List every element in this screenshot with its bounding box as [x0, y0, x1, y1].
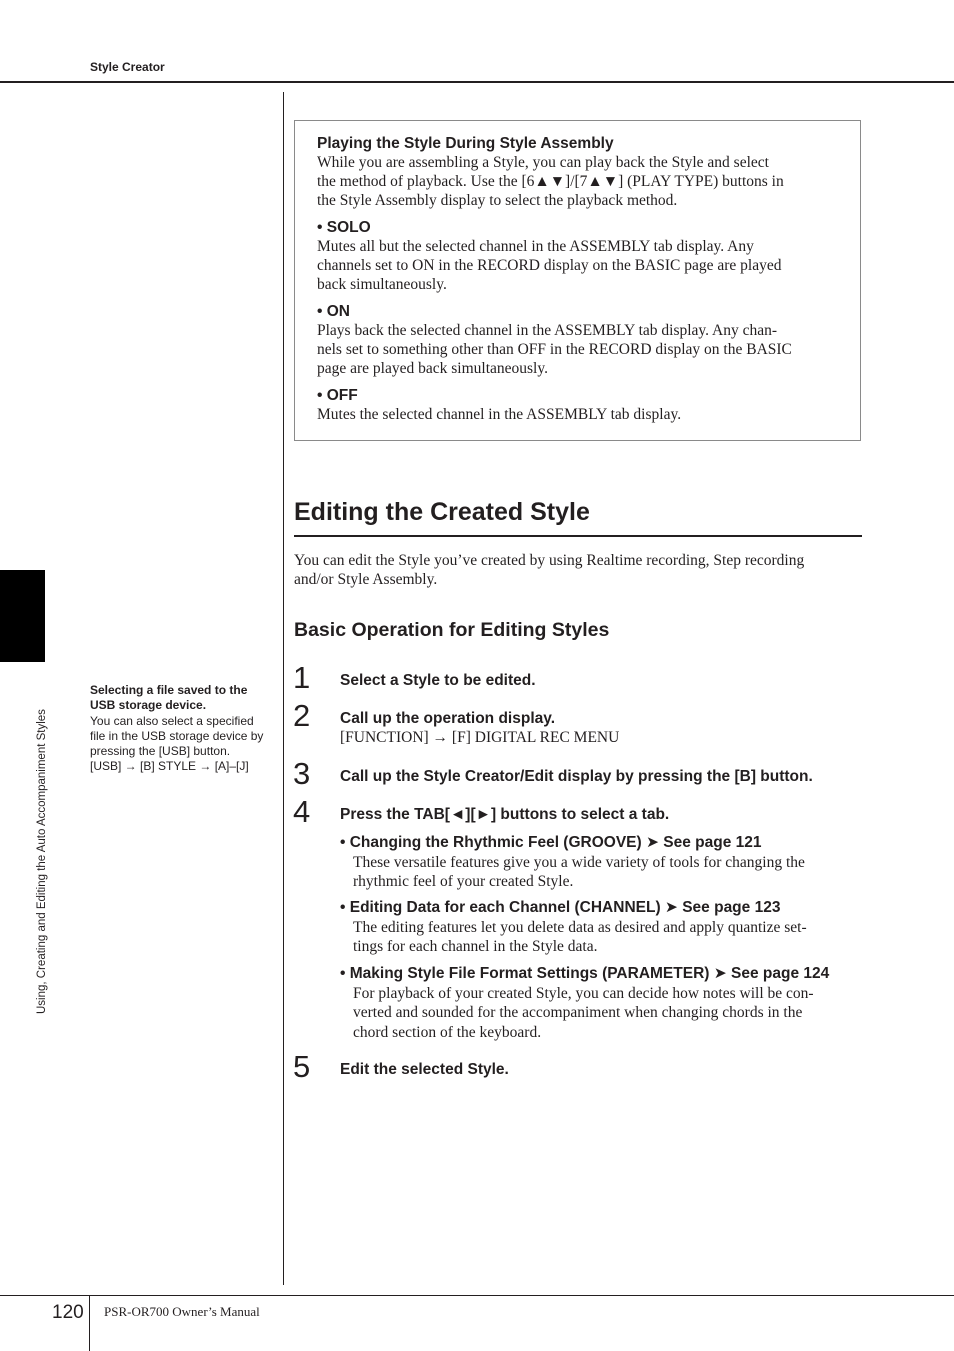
info-box-line: page are played back simultaneously.: [317, 360, 548, 377]
chapter-tab-marker: [0, 570, 45, 662]
info-box-title: Playing the Style During Style Assembly: [317, 135, 614, 152]
margin-note-title-line: USB storage device.: [90, 698, 207, 713]
tab-bullet-title: • Changing the Rhythmic Feel (GROOVE) ➤ See page 121: [340, 834, 762, 851]
tab-bullet-line: rhythmic feel of your created Style.: [353, 873, 574, 890]
section-intro-line: and/or Style Assembly.: [294, 571, 438, 588]
info-box-line: back simultaneously.: [317, 276, 447, 293]
section-intro: [294, 551, 864, 589]
info-box-line: Mutes the selected channel in the ASSEMBLY tab display.: [317, 406, 682, 423]
tab-bullet-line: tings for each channel in the Style data.: [353, 938, 598, 955]
tab-bullet-title: • Making Style File Format Settings (PARAMETER) ➤ See page 124: [340, 965, 830, 982]
step-subtext: [FUNCTION] → [F] DIGITAL REC MENU: [340, 729, 620, 746]
footer-rule: [0, 1295, 954, 1296]
step-number: 2: [293, 698, 311, 733]
subsection-title: Basic Operation for Editing Styles: [294, 619, 610, 641]
step-number: 5: [293, 1049, 311, 1084]
section-title: Editing the Created Style: [294, 498, 590, 526]
margin-note-line: You can also select a specified: [90, 713, 254, 728]
tab-bullet-title: • Editing Data for each Channel (CHANNEL) ➤ See page 123: [340, 899, 781, 916]
margin-note-line: file in the USB storage device by: [90, 728, 264, 743]
step-number: 3: [293, 756, 311, 791]
tab-bullet-line: These versatile features give you a wide variety of tools for changing the: [353, 853, 805, 871]
tab-bullet: [340, 833, 865, 892]
info-box-item-title: • ON: [317, 303, 350, 320]
margin-note: [90, 683, 275, 775]
manual-name: PSR-OR700 Owner’s Manual: [104, 1304, 260, 1319]
info-box-intro: [317, 153, 837, 210]
tab-bullet: [340, 964, 865, 1042]
tab-bullet-line: The editing features let you delete data as desired and apply quantize set-: [353, 918, 807, 936]
info-box-line: the method of playback. Use the [6▲▼]/[7▲▼] (PLAY TYPE) buttons in: [317, 173, 784, 190]
step-number: 1: [293, 660, 311, 695]
info-box: [294, 120, 861, 441]
tab-bullet-line: verted and sounded for the accompaniment when changing chords in the: [353, 1004, 803, 1021]
info-box-item-title: • SOLO: [317, 219, 371, 236]
running-header: Style Creator: [90, 60, 165, 74]
header-rule: [0, 81, 954, 83]
section-rule: [294, 535, 862, 537]
tab-bullet-line: For playback of your created Style, you can decide how notes will be con-: [353, 984, 814, 1002]
tab-bullet: [340, 898, 865, 957]
info-box-line: the Style Assembly display to select the playback method.: [317, 192, 678, 209]
step-number: 4: [293, 794, 311, 829]
info-box-item-title: • OFF: [317, 387, 358, 404]
tab-bullet-line: chord section of the keyboard.: [353, 1023, 542, 1041]
step-text: Call up the Style Creator/Edit display by pressing the [B] button.: [340, 768, 813, 785]
info-box-line: While you are assembling a Style, you can play back the Style and select: [317, 154, 769, 171]
margin-note-line: pressing the [USB] button.: [90, 744, 231, 759]
info-box-line: channels set to ON in the RECORD display on the BASIC page are played: [317, 257, 782, 274]
page-number: 120: [52, 1302, 84, 1323]
section-intro-line: You can edit the Style you’ve created by using Realtime recording, Step recording: [294, 552, 805, 569]
info-box-line: Plays back the selected channel in the ASSEMBLY tab display. Any chan-: [317, 322, 778, 339]
step-text: Edit the selected Style.: [340, 1061, 509, 1078]
column-divider: [283, 92, 284, 1285]
chapter-tab-caption: Using, Creating and Editing the Auto Accompaniment Styles: [36, 709, 48, 1014]
footer-divider: [89, 1295, 90, 1351]
margin-note-title-line: Selecting a file saved to the: [90, 683, 248, 697]
info-box-line: nels set to something other than OFF in the RECORD display on the BASIC: [317, 341, 792, 358]
step-text: Call up the operation display.: [340, 710, 556, 727]
step-text: Press the TAB[◄][►] buttons to select a tab.: [340, 806, 670, 823]
info-box-line: Mutes all but the selected channel in the ASSEMBLY tab display. Any: [317, 238, 754, 255]
step-text: Select a Style to be edited.: [340, 672, 536, 689]
margin-note-line: [USB] → [B] STYLE → [A]–[J]: [90, 759, 249, 774]
